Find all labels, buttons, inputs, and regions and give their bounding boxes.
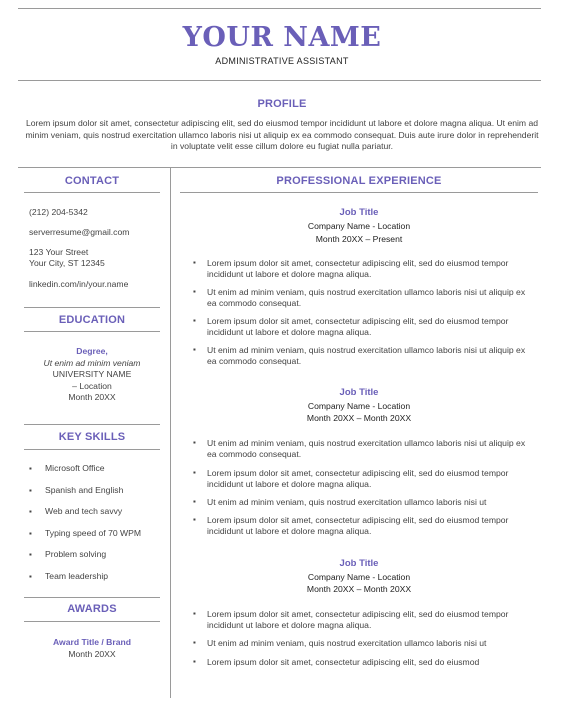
award-title: Award Title / Brand [53, 637, 131, 647]
job-company: Company Name - Location [307, 572, 411, 582]
contact-address-line1: 123 Your Street [29, 247, 89, 257]
skill-item: ▪ Microsoft Office [29, 463, 105, 473]
header-rule [18, 80, 541, 81]
job-company: Company Name - Location [307, 401, 411, 411]
education-block [24, 346, 160, 404]
job-bullet: ▪ Lorem ipsum dolor sit amet, consectetur adipiscing elit, sed do eiusmod tempor incididunt ut labore et dolore magna aliqua. [193, 515, 509, 536]
profile-heading: PROFILE [257, 98, 307, 110]
contact-phone: (212) 204-5342 [29, 207, 88, 217]
job-bullet: ▪ Lorem ipsum dolor sit amet, consectetur adipiscing elit, sed do eiusmod [193, 657, 480, 667]
skill-item: ▪ Problem solving [29, 549, 107, 559]
skill-item: ▪ Typing speed of 70 WPM [29, 528, 142, 538]
job-title: Job Title [339, 558, 379, 569]
skill-item: ▪ Team leadership [29, 571, 109, 581]
education-top-rule [24, 307, 160, 308]
skills-rule [24, 449, 160, 450]
contact-linkedin: linkedin.com/in/your.name [29, 279, 129, 289]
awards-rule [24, 621, 160, 622]
education-rule [24, 331, 160, 332]
experience-heading: PROFESSIONAL EXPERIENCE [276, 175, 442, 187]
job-bullet: ▪ Lorem ipsum dolor sit amet, consectetur adipiscing elit, sed do eiusmod tempor incididunt ut labore et dolore magna aliqua. [193, 468, 509, 489]
education-heading: EDUCATION [58, 314, 126, 326]
top-rule [18, 8, 541, 9]
job-dates: Month 20XX – Month 20XX [306, 584, 412, 594]
contact-address-line2: Your City, ST 12345 [29, 258, 105, 268]
job-dates: Month 20XX – Month 20XX [306, 413, 412, 423]
profile-rule [18, 167, 541, 168]
award-date: Month 20XX [68, 648, 116, 659]
education-date: Month 20XX [68, 392, 116, 402]
job-bullet: ▪ Ut enim ad minim veniam, quis nostrud exercitation ullamco laboris nisi ut aliquip ex ea commodo consequat. [193, 345, 526, 366]
contact-email: serverresume@gmail.com [29, 227, 130, 237]
job-title: Job Title [339, 387, 379, 398]
column-divider [170, 168, 171, 698]
job-bullet: ▪ Lorem ipsum dolor sit amet, consectetur adipiscing elit, sed do eiusmod tempor incididunt ut labore et dolore magna aliqua. [193, 316, 509, 337]
profile-text: Lorem ipsum dolor sit amet, consectetur adipiscing elit, sed do eiusmod tempor incididunt ut labore et dolore magna aliqua. Ut enim ad minim veniam, quis nostrud exercitation ullamco laboris nisi ut aliquip ex ea commodo consequat. Duis aute irure dolor in reprehenderit in voluptate velit esse cillum dolore eu fugiat nulla pariatur. [25, 118, 539, 151]
skill-item: ▪ Spanish and English [29, 485, 124, 495]
awards-block [24, 637, 160, 660]
skills-top-rule [24, 424, 160, 425]
job-bullet: ▪ Ut enim ad minim veniam, quis nostrud exercitation ullamco laboris nisi ut aliquip ex ea commodo consequat. [193, 438, 526, 459]
job-bullet: ▪ Ut enim ad minim veniam, quis nostrud exercitation ullamco laboris nisi ut [193, 638, 487, 648]
awards-heading: AWARDS [67, 603, 117, 615]
job-bullet: ▪ Ut enim ad minim veniam, quis nostrud exercitation ullamco laboris nisi ut aliquip ex ea commodo consequat. [193, 287, 526, 308]
job-bullet: ▪ Lorem ipsum dolor sit amet, consectetur adipiscing elit, sed do eiusmod tempor incididunt ut labore et dolore magna aliqua. [193, 609, 509, 630]
resume-subtitle: ADMINISTRATIVE ASSISTANT [215, 56, 349, 66]
education-degree: Degree, [76, 346, 108, 356]
skills-heading: KEY SKILLS [58, 431, 126, 443]
contact-heading: CONTACT [64, 175, 120, 187]
job-title: Job Title [339, 207, 379, 218]
contact-rule [24, 192, 160, 193]
education-university: UNIVERSITY NAME [52, 369, 132, 379]
job-company: Company Name - Location [307, 221, 411, 231]
job-dates: Month 20XX – Present [315, 234, 403, 244]
education-detail: Ut enim ad minim veniam [43, 357, 141, 368]
education-location: – Location [72, 380, 112, 391]
resume-name: YOUR NAME [182, 22, 382, 53]
job-bullet: ▪ Lorem ipsum dolor sit amet, consectetur adipiscing elit, sed do eiusmod tempor incididunt ut labore et dolore magna aliqua. [193, 258, 509, 279]
job-bullet: ▪ Ut enim ad minim veniam, quis nostrud exercitation ullamco laboris nisi ut [193, 497, 487, 507]
skill-item: ▪ Web and tech savvy [29, 506, 123, 516]
experience-rule [180, 192, 538, 193]
awards-top-rule [24, 597, 160, 598]
